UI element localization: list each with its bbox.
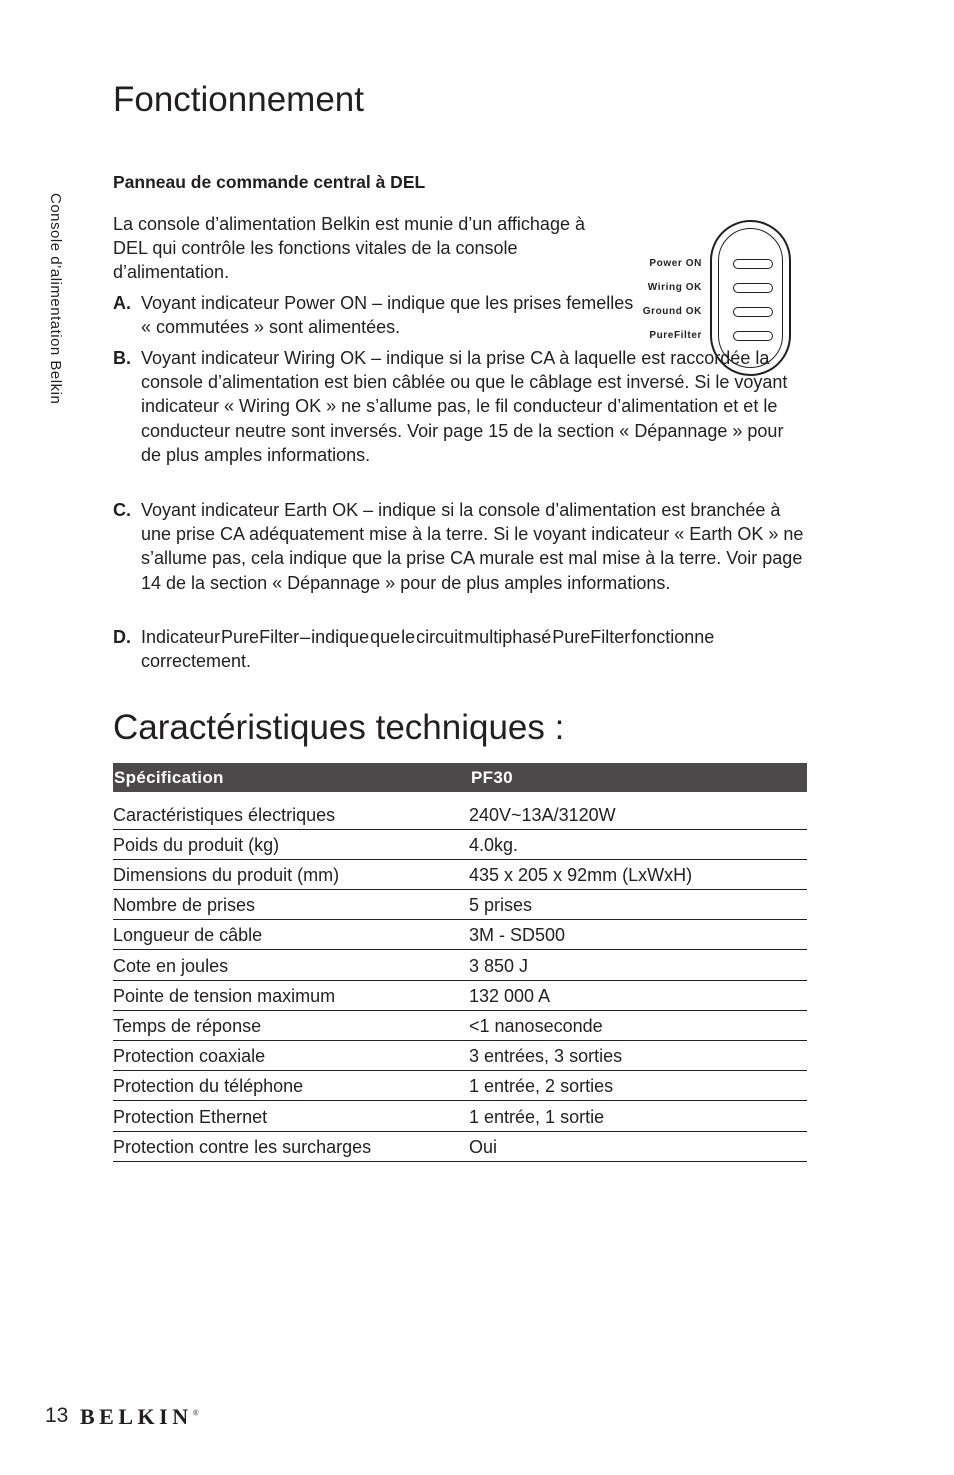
spec-value-cell: <1 nanoseconde xyxy=(469,1010,807,1040)
table-row xyxy=(113,920,807,950)
spec-value-cell: 240V~13A/3120W xyxy=(469,799,807,829)
led-indicator xyxy=(733,307,773,317)
list-text: Voyant indicateur Power ON – indique que les prises femelles « commutées » sont alimentées. xyxy=(141,293,634,338)
led-panel-illustration xyxy=(636,218,801,383)
spec-value-cell: Oui xyxy=(469,1131,807,1161)
table-row xyxy=(113,1131,807,1161)
table-row xyxy=(113,829,807,859)
brand-logo-text: BELKIN xyxy=(80,1404,193,1429)
spec-value-cell: 1 entrée, 1 sortie xyxy=(469,1101,807,1131)
list-letter: B. xyxy=(113,348,131,368)
list-letter: C. xyxy=(113,500,131,520)
table-row xyxy=(113,890,807,920)
table-header: PF30 xyxy=(469,763,807,792)
spec-name-cell: Protection contre les surcharges xyxy=(113,1131,469,1161)
spec-value-cell: 1 entrée, 2 sorties xyxy=(469,1071,807,1101)
sidebar-label: Console d’alimentation Belkin xyxy=(47,193,64,405)
list-letter: D. xyxy=(113,627,131,647)
spec-name-cell: Nombre de prises xyxy=(113,890,469,920)
list-text: Voyant indicateur Earth OK – indique si la console d’alimentation est branchée à une prise CA adéquatement mise à la terre. Si le voyant indicateur « Earth OK » ne s’allume pas, cela indique que la prise CA murale est mal mise à la terre. Voir page 14 de la section « Dépannage » pour de plus amples informations. xyxy=(141,500,804,593)
spec-name-cell: Protection Ethernet xyxy=(113,1101,469,1131)
table-spacer xyxy=(113,792,807,799)
spec-value-cell: 3M - SD500 xyxy=(469,920,807,950)
page-number: 13 xyxy=(45,1404,69,1427)
led-indicator xyxy=(733,259,773,269)
table-row xyxy=(113,799,807,829)
led-panel-inner-outline xyxy=(718,228,783,368)
table-row xyxy=(113,1041,807,1071)
spec-name-cell: Caractéristiques électriques xyxy=(113,799,469,829)
spec-value-cell: 3 entrées, 3 sorties xyxy=(469,1041,807,1071)
led-row-wiring xyxy=(636,281,801,295)
section-title-fonctionnement: Fonctionnement xyxy=(113,80,364,119)
spec-name-cell: Poids du produit (kg) xyxy=(113,829,469,859)
spec-name-cell: Protection coaxiale xyxy=(113,1041,469,1071)
led-indicator xyxy=(733,283,773,293)
table-row xyxy=(113,980,807,1010)
led-row-ground xyxy=(636,305,801,319)
led-row-power xyxy=(636,257,801,271)
led-label: Wiring OK xyxy=(647,282,702,293)
table-header-row xyxy=(113,763,807,792)
subtitle-led-panel: Panneau de commande central à DEL xyxy=(113,172,426,192)
spec-name-cell: Cote en joules xyxy=(113,950,469,980)
table-row xyxy=(113,1071,807,1101)
led-label: Power ON xyxy=(649,258,702,269)
spec-table xyxy=(113,763,807,1162)
list-item-d xyxy=(113,625,813,673)
led-row-purefilter xyxy=(636,329,801,343)
list-text-content: Voyant indicateur Wiring OK – indique si la prise CA à laquelle est raccordée la console d’alimentation est bien câblée ou que le câblage est inversé. Si le voyant indicateur « Wiring OK » ne s’allume pas, le fil conducteur d’alimentation et et le conducteur neutre sont inversés. Voir page 15 de la section « Dépannage » pour de plus amples informations. xyxy=(141,348,788,465)
led-label: Ground OK xyxy=(642,306,702,317)
led-panel-outline xyxy=(710,220,791,376)
spec-value-cell: 435 x 205 x 92mm (LxWxH) xyxy=(469,859,807,889)
led-label: PureFilter xyxy=(649,330,702,341)
list-item-c xyxy=(113,498,808,595)
section-title-specs: Caractéristiques techniques : xyxy=(113,708,565,747)
table-row xyxy=(113,1101,807,1131)
spec-name-cell: Pointe de tension maximum xyxy=(113,980,469,1010)
table-row xyxy=(113,950,807,980)
spec-name-cell: Dimensions du produit (mm) xyxy=(113,859,469,889)
spec-value-cell: 132 000 A xyxy=(469,980,807,1010)
spec-value-cell: 3 850 J xyxy=(469,950,807,980)
spec-name-cell: Longueur de câble xyxy=(113,920,469,950)
spec-name-cell: Protection du téléphone xyxy=(113,1071,469,1101)
table-row xyxy=(113,1010,807,1040)
table-header: Spécification xyxy=(113,763,469,792)
led-indicator xyxy=(733,331,773,341)
intro-paragraph: La console d’alimentation Belkin est munie d’un affichage à DEL qui contrôle les fonctions vitales de la console d’alimentation. xyxy=(113,214,585,283)
spec-value-cell: 4.0kg. xyxy=(469,829,807,859)
spec-value-cell: 5 prises xyxy=(469,890,807,920)
list-letter: A. xyxy=(113,293,131,313)
trademark-symbol: ® xyxy=(192,1408,199,1418)
spec-name-cell: Temps de réponse xyxy=(113,1010,469,1040)
brand-logo xyxy=(80,1404,199,1430)
list-item-a xyxy=(113,291,643,339)
list-text: Indicateur PureFilter – indique que le circuit multiphasé PureFilter fonctionne correctement. xyxy=(141,627,715,672)
table-row xyxy=(113,859,807,889)
